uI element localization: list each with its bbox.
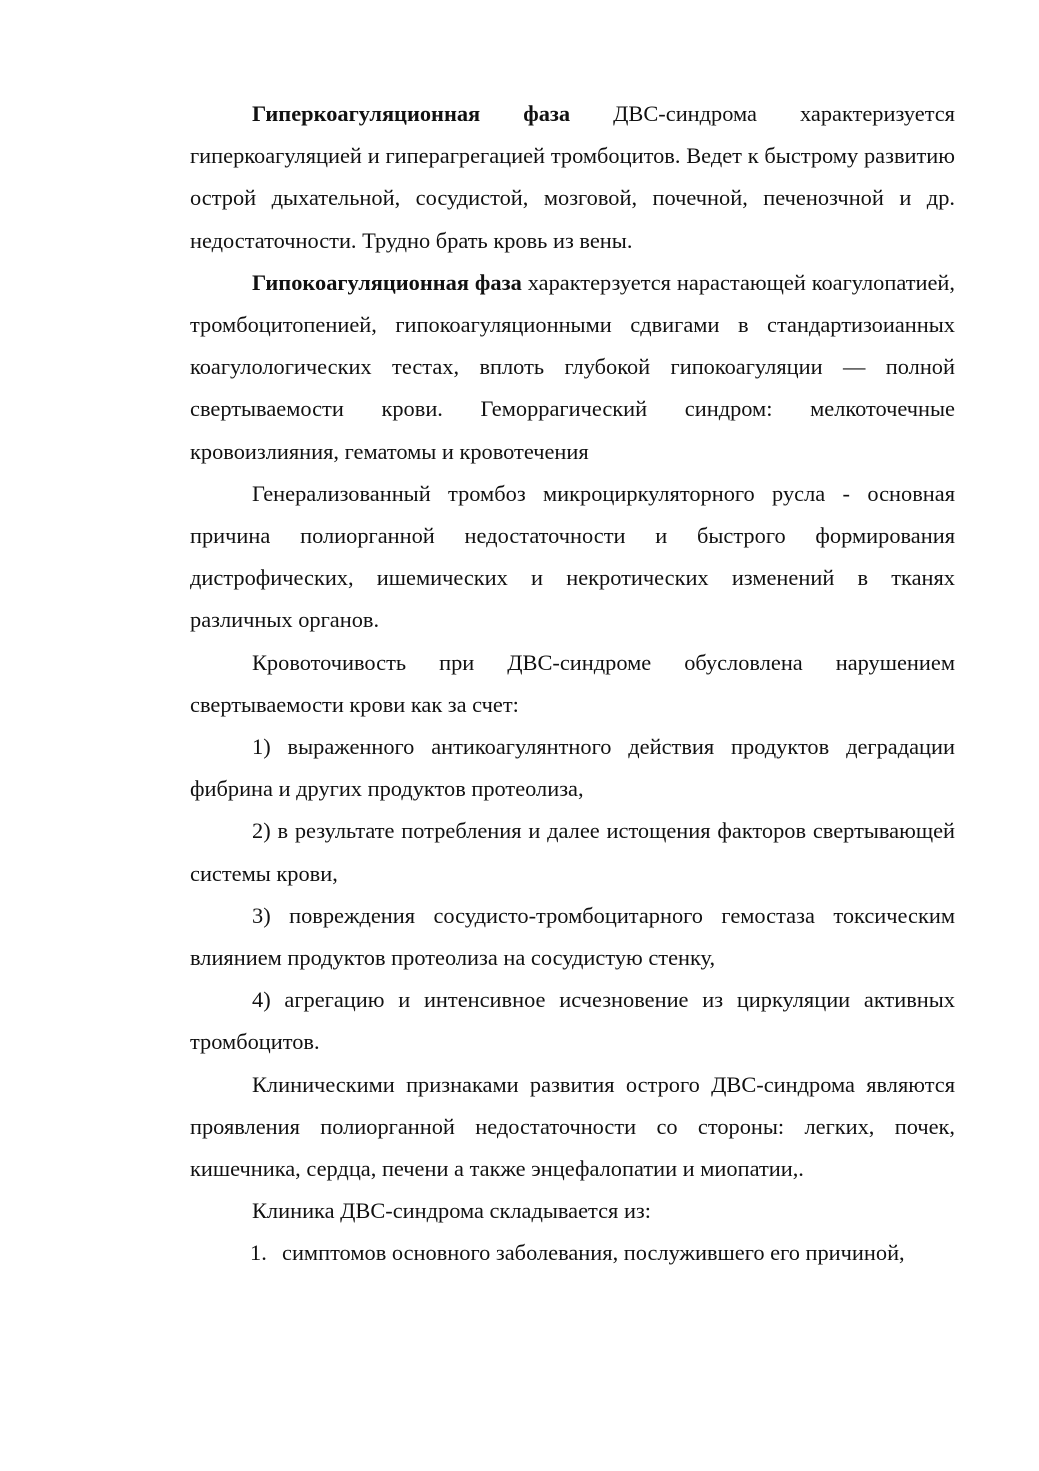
paragraph-lead: Гиперкоагуляционная фаза bbox=[252, 101, 571, 126]
paragraph-clinic-composition bbox=[190, 1190, 955, 1232]
paragraph-cause-3 bbox=[190, 895, 955, 979]
paragraph-text: характерзуется нарастающей коагулопатией, тромбоцитопенией, гипокоагуляционными сдвигами в стандартизоианных коагулологических тестах, вплоть глубокой гипокоагуляции — полной свертываемости крови. Геморрагический синдром: мелкоточечные кровоизлияния, гематомы и кровотечения bbox=[190, 269, 955, 464]
document-page bbox=[190, 93, 955, 1275]
list-item-text: симптомов основного заболевания, послужившего его причиной, bbox=[282, 1240, 905, 1266]
paragraph-cause-1 bbox=[190, 726, 955, 810]
paragraph-cause-2 bbox=[190, 810, 955, 894]
list-item-number: 1. bbox=[250, 1240, 267, 1266]
paragraph-text: 3) повреждения сосудисто-тромбоцитарного гемостаза токсическим влиянием продуктов протеолиза на сосудистую стенку, bbox=[190, 902, 955, 971]
paragraph-text: Клиническими признаками развития острого ДВС-синдрома являются проявления полиорганной недостаточности со стороны: легких, почек, кишечника, сердца, печени а также энцефалопатии и миопатии,. bbox=[190, 1071, 955, 1182]
paragraph-hypercoagulation-phase bbox=[190, 93, 955, 262]
paragraph-text: Генерализованный тромбоз микроциркуляторного русла - основная причина полиорганной недостаточности и быстрого формирования дистрофических, ишемических и некротических изменений в тканях различных органов. bbox=[190, 480, 955, 633]
paragraph-text: ДВС-синдрома характеризуется гиперкоагуляцией и гиперагрегацией тромбоцитов. Ведет к быстрому развитию острой дыхательной, сосудистой, мозговой, почечной, печенозчной и др. недостаточности. Трудно брать кровь из вены. bbox=[190, 101, 955, 253]
paragraph-cause-4 bbox=[190, 979, 955, 1063]
paragraph-generalized-thrombosis bbox=[190, 473, 955, 642]
paragraph-text: Кровоточивость при ДВС-синдроме обусловлена нарушением свертываемости крови как за счет: bbox=[190, 649, 955, 717]
list-item bbox=[190, 1232, 955, 1274]
paragraph-text: 1) выраженного антикоагулянтного действия продуктов деградации фибрина и других продуктов протеолиза, bbox=[190, 734, 955, 802]
paragraph-clinical-signs bbox=[190, 1064, 955, 1191]
paragraph-hypocoagulation-phase bbox=[190, 262, 955, 473]
paragraph-lead: Гипокоагуляционная фаза bbox=[252, 269, 522, 295]
paragraph-text: Клиника ДВС-синдрома складывается из: bbox=[252, 1198, 651, 1224]
paragraph-text: 2) в результате потребления и далее истощения факторов свертывающей системы крови, bbox=[190, 818, 955, 886]
paragraph-bleeding-causes bbox=[190, 642, 955, 726]
paragraph-text: 4) агрегацию и интенсивное исчезновение из циркуляции активных тромбоцитов. bbox=[190, 987, 955, 1055]
